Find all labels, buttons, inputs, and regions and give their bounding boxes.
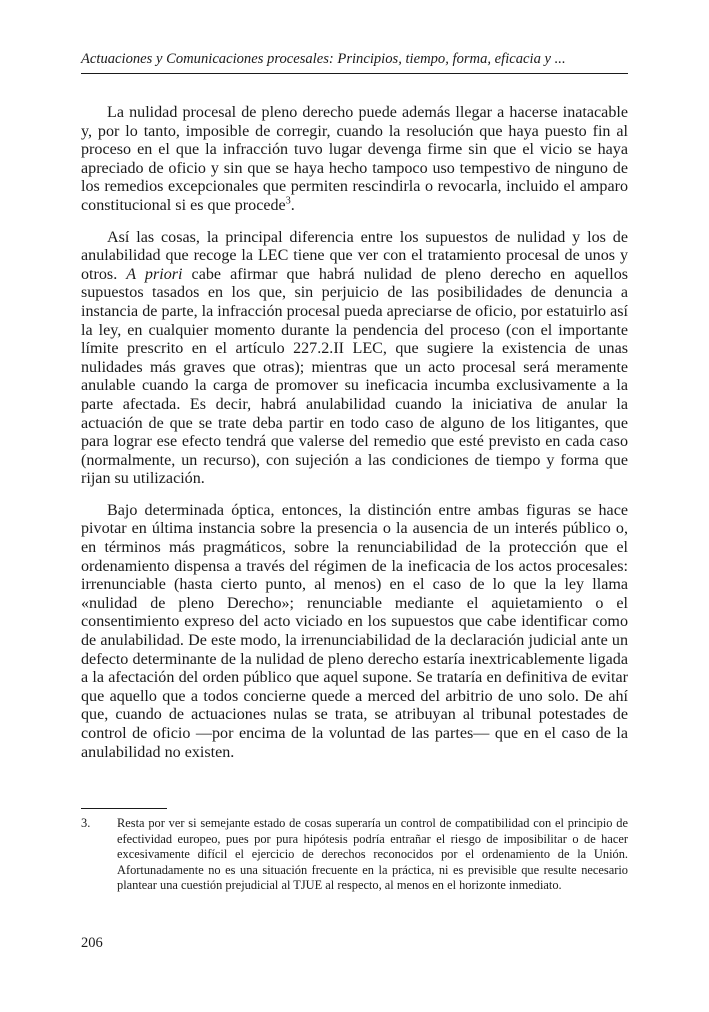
- footnote-separator: [81, 808, 167, 809]
- main-text: [81, 104, 628, 775]
- paragraph-2: [81, 229, 628, 489]
- footnote-number: 3.: [81, 816, 91, 830]
- paragraph-3: Bajo determinada óptica, entonces, la distinción entre ambas figuras se hace pivotar en última instancia sobre la presencia o la ausencia de un interés público o, en términos más pragmáticos, sobre la renunciabilidad de la protección que el ordenamiento dispensa a través del régimen de la ineficacia de los actos procesales: irrenunciable (hasta cierto punto, al menos) en el caso de lo que la ley llama «nulidad de pleno Derecho»; renunciable mediante el aquietamiento o el consentimiento expreso del acto viciado en los supuestos que cabe identificar como de anulabilidad. De este modo, la irrenunciabilidad de la declaración judicial ante un defecto determinante de la nulidad de pleno derecho estaría inextricablemente ligada a la afectación del orden público que aquel supone. Se trataría en definitiva de evitar que aquello que a todos concierne quede a merced del arbitrio de uno solo. De ahí que, cuando de actuaciones nulas se trata, se atribuyan al tribunal potestades de control de oficio —por encima de la voluntad de las partes— que en el caso de la anulabilidad no existen.: [81, 501, 628, 761]
- header-rule: [81, 73, 628, 74]
- paragraph-2-text-end: cabe afirmar que habrá nulidad de pleno derecho en aquellos supuestos tasados en los que, sin perjuicio de las posibilidades de denuncia a instancia de parte, la infracción procesal pueda apreciarse de oficio, por estatuirlo así la ley, en cualquier momento durante la pendencia del proceso (con el importante límite prescrito en el artículo 227.2.II LEC, que sugiere la existencia de unas nulidades más graves que otras); mientras que un acto procesal será meramente anulable cuando la carga de promover su ineficacia incumba exclusivamente a la parte afectada. Es decir, habrá anulabilidad cuando la iniciativa de anular la actuación de que se trate deba partir en todo caso de alguno de los litigantes, que para lograr ese efecto tendrá que valerse del remedio que esté previsto en cada caso (normalmente, un recurso), con sujeción a las condiciones de tiempo y forma que rijan su utilización.: [81, 265, 629, 488]
- footnote-reference[interactable]: 3: [285, 195, 291, 207]
- paragraph-2-text-start: Así las cosas, la principal diferencia entre los supuestos de nulidad y los de anulabilidad que recoge la LEC tiene que ver con el tratamiento procesal de unos y otros.: [81, 228, 628, 283]
- page-number: 206: [81, 935, 103, 951]
- paragraph-1: [81, 104, 628, 216]
- paragraph-1-end: .: [290, 196, 295, 214]
- paragraph-1-text: La nulidad procesal de pleno derecho puede además llegar a hacerse inatacable y, por lo tanto, imposible de corregir, cuando la resolución que haya puesto fin al proceso en el que la infracción tuvo lugar devenga firme sin que el vicio se haya apreciado de oficio y sin que se haya hecho tampoco uso tempestivo de ninguno de los remedios excepcionales que permiten rescindirla o revocarla, incluido el amparo constitucional si es que procede: [81, 104, 628, 214]
- running-header: Actuaciones y Comunicaciones procesales: Principios, tiempo, forma, eficacia y ...: [81, 51, 566, 67]
- footnote-text: Resta por ver si semejante estado de cosas superaría un control de compatibilidad con el principio de efectividad europeo, pues por pura hipótesis podría entrañar el riesgo de imposibilitar o de hacer excesivamente difícil el ejercicio de derechos reconocidos por el ordenamiento de la Unión. Afortunadamente no es una situación frecuente en la práctica, ni es previsible que resulte necesario plantear una cuestión prejudicial al TJUE al respecto, al menos en el horizonte inmediato.: [117, 816, 628, 893]
- footnote: [81, 816, 628, 894]
- italic-term: A priori: [126, 265, 183, 283]
